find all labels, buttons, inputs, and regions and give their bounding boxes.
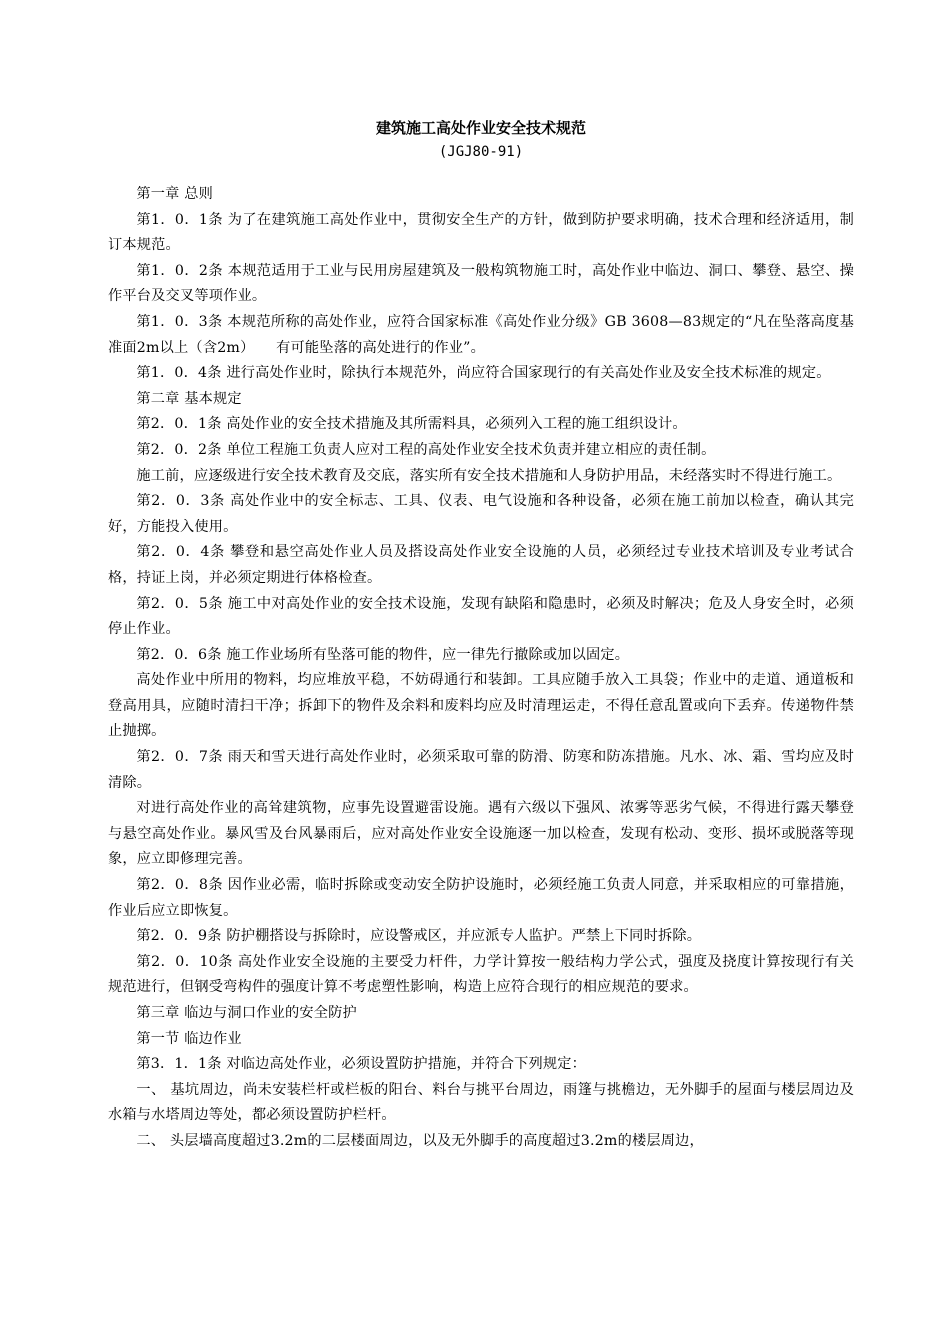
document-title: 建筑施工高处作业安全技术规范 xyxy=(375,119,586,137)
paragraph-article-2-0-1: 第2．0．1条 高处作业的安全技术措施及其所需料具，必须列入工程的施工组织设计。 xyxy=(136,416,687,433)
paragraph-article-1-0-1: 第1．0．1条 为了在建筑施工高处作业中，贯彻安全生产的方针，做到防护要求明确，技术合理和经济适用，制订本规范。 xyxy=(108,211,854,254)
paragraph-chapter-1: 第一章 总则 xyxy=(136,186,214,202)
paragraph-article-2-0-8: 第2．0．8条 因作业必需，临时拆除或变动安全防护设施时，必须经施工负责人同意，并采取相应的可靠措施，作业后应立即恢复。 xyxy=(108,877,854,919)
paragraph-item-1: 一、 基坑周边，尚未安装栏杆或栏板的阳台、料台与挑平台周边，雨篷与挑檐边，无外脚手的屋面与楼层周边及水箱与水塔周边等处，都必须设置防护栏杆。 xyxy=(108,1081,854,1124)
paragraph-article-2-0-10: 第2．0．10条 高处作业安全设施的主要受力杆件，力学计算按一般结构力学公式，强度及挠度计算按现行有关规范进行，但钢受弯构件的强度计算不考虑塑性影响，构造上应符合现行的相应规范的要求。 xyxy=(108,953,854,996)
paragraph-article-1-0-2: 第1．0．2条 本规范适用于工业与民用房屋建筑及一般构筑物施工时，高处作业中临边、洞口、攀登、悬空、操作平台及交叉等项作业。 xyxy=(108,262,854,305)
paragraph-section-1: 第一节 临边作业 xyxy=(136,1030,242,1047)
paragraph-article-2-0-6-cont: 高处作业中所用的物料，均应堆放平稳，不妨碍通行和装卸。工具应随手放入工具袋；作业中的走道、通道板和登高用具，应随时清扫干净；拆卸下的物件及余料和废料均应及时清理运走，不得任意乱置或向下丢弃。传递物件禁止抛掷。 xyxy=(108,672,854,740)
paragraph-article-2-0-7: 第2．0．7条 雨天和雪天进行高处作业时，必须采取可靠的防滑、防寒和防冻措施。凡水、冰、霜、雪均应及时清除。 xyxy=(108,749,854,791)
document-code: (JGJ80-91) xyxy=(438,144,524,160)
paragraph-article-2-0-4: 第2．0．4条 攀登和悬空高处作业人员及搭设高处作业安全设施的人员，必须经过专业技术培训及专业考试合格，持证上岗，并必须定期进行体格检查。 xyxy=(108,544,854,586)
paragraph-chapter-3: 第三章 临边与洞口作业的安全防护 xyxy=(136,1005,357,1021)
paragraph-article-1-0-4: 第1．0．4条 进行高处作业时，除执行本规范外，尚应符合国家现行的有关高处作业及安全技术标准的规定。 xyxy=(136,365,831,382)
paragraph-article-2-0-6: 第2．0．6条 施工作业场所有坠落可能的物件，应一律先行撤除或加以固定。 xyxy=(136,646,630,663)
paragraph-article-2-0-9: 第2．0．9条 防护棚搭设与拆除时，应设警戒区，并应派专人监护。严禁上下同时拆除。 xyxy=(136,928,702,945)
paragraph-article-2-0-2-cont: 施工前，应逐级进行安全技术教育及交底，落实所有安全技术措施和人身防护用品，未经落实时不得进行施工。 xyxy=(136,467,842,484)
paragraph-item-2: 二、 头层墙高度超过3.2m的二层楼面周边，以及无外脚手的高度超过3.2m的楼层周边， xyxy=(136,1132,704,1149)
paragraph-article-3-1-1: 第3．1．1条 对临边高处作业，必须设置防护措施，并符合下列规定： xyxy=(136,1056,587,1073)
paragraph-article-2-0-5: 第2．0．5条 施工中对高处作业的安全技术设施，发现有缺陷和隐患时，必须及时解决；危及人身安全时，必须停止作业。 xyxy=(108,595,854,638)
paragraph-article-2-0-7-cont: 对进行高处作业的高耸建筑物，应事先设置避雷设施。遇有六级以下强风、浓雾等恶劣气候，不得进行露天攀登与悬空高处作业。暴风雪及台风暴雨后，应对高处作业安全设施逐一加以检查，发现有松动、变形、损坏或脱落等现象，应立即修理完善。 xyxy=(108,800,854,868)
paragraph-chapter-2: 第二章 基本规定 xyxy=(136,390,242,407)
paragraph-article-2-0-3: 第2．0．3条 高处作业中的安全标志、工具、仪表、电气设施和各种设备，必须在施工前加以检查，确认其完好，方能投入使用。 xyxy=(108,493,854,535)
paragraph-article-1-0-3: 第1．0．3条 本规范所称的高处作业，应符合国家标准《高处作业分级》GB 3608—83规定的“凡在坠落高度基准面2m以上（含2m） 有可能坠落的高处进行的作业”。 xyxy=(108,313,854,356)
paragraph-article-2-0-2: 第2．0．2条 单位工程施工负责人应对工程的高处作业安全技术负责并建立相应的责任制。 xyxy=(136,441,716,458)
